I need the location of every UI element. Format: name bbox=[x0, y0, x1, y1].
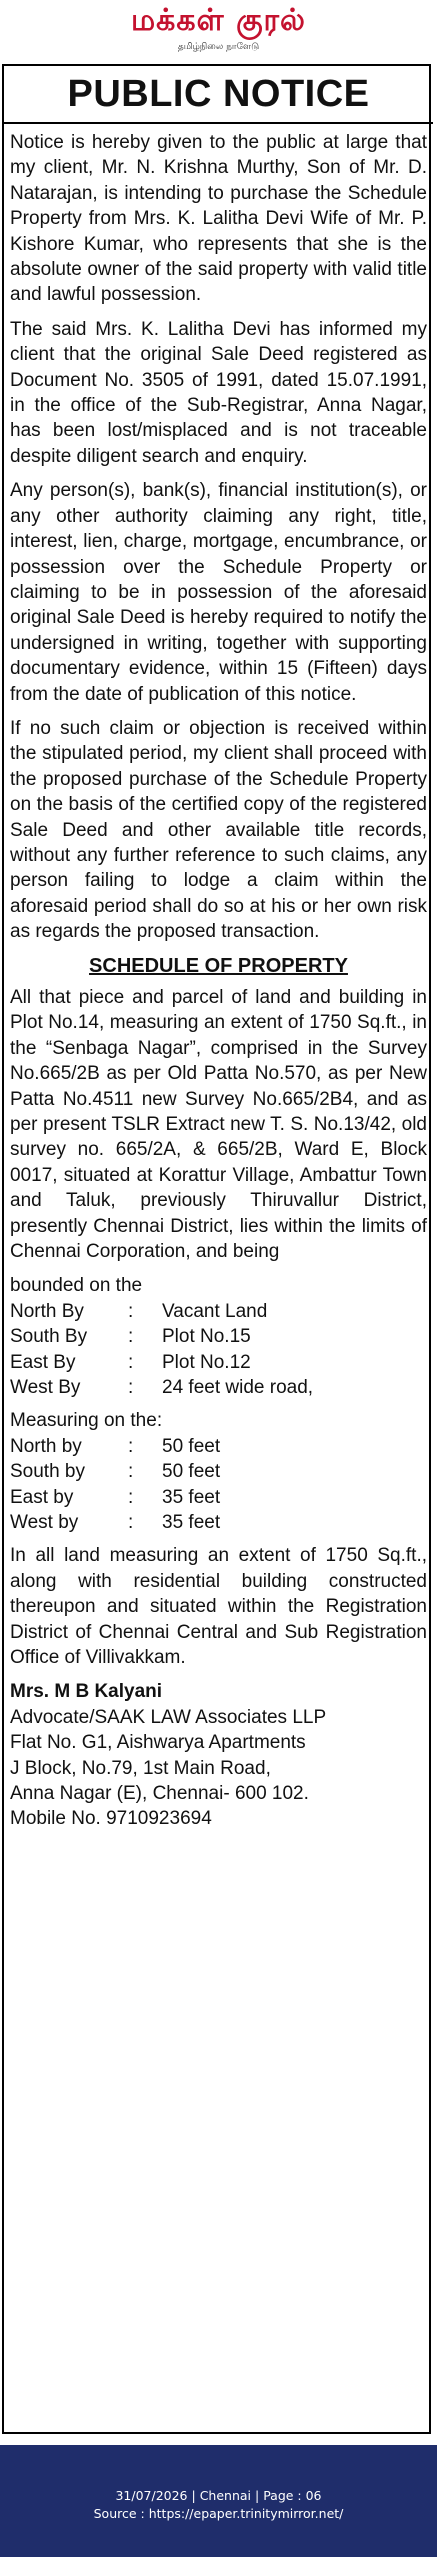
boundary-direction: North By bbox=[10, 1300, 84, 1322]
measurement-separator: : bbox=[128, 1461, 134, 1483]
boundary-row bbox=[10, 1375, 427, 1400]
boundary-value: Vacant Land bbox=[162, 1300, 268, 1322]
boundary-separator: : bbox=[128, 1377, 134, 1399]
signatory-line: J Block, No.79, 1st Main Road, bbox=[10, 1757, 271, 1779]
measurement-value: 50 feet bbox=[162, 1461, 221, 1483]
measurement-row bbox=[10, 1510, 427, 1535]
footer-city: Chennai bbox=[199, 2488, 252, 2503]
boundary-direction: East By bbox=[10, 1351, 76, 1373]
boundary-row bbox=[10, 1324, 427, 1349]
schedule-heading: SCHEDULE OF PROPERTY bbox=[89, 954, 348, 977]
boundary-row bbox=[10, 1350, 427, 1375]
signatory-phone: Mobile No. 9710923694 bbox=[10, 1808, 212, 1830]
measurement-value: 50 feet bbox=[162, 1435, 221, 1457]
measurement-value: 35 feet bbox=[162, 1486, 221, 1508]
notice-paragraph: Any person(s), bank(s), financial institution(s), or any other authority claiming any right, title, interest, lien, charge, mortgage, encumbrance, or possession over the Schedule Property or claiming to be in possession of the aforesaid original Sale Deed is hereby required to notify the undersigned in writing, together with supporting documentary evidence, within 15 (Fifteen) days from the date of publication of this notice. bbox=[10, 480, 427, 705]
notice-body bbox=[10, 130, 427, 1832]
closing-paragraph: In all land measuring an extent of 1750 Sq.ft., along with residential building constructed thereupon and situated within the Registration District of Chennai Central and Sub Registration Office of Villivakkam. bbox=[10, 1545, 427, 1669]
measurements-heading: Measuring on the: bbox=[10, 1410, 163, 1432]
boundary-separator: : bbox=[128, 1300, 134, 1322]
measurement-row bbox=[10, 1485, 427, 1510]
measurement-direction: East by bbox=[10, 1486, 74, 1508]
measurements-table bbox=[10, 1434, 427, 1536]
measurement-separator: : bbox=[128, 1512, 134, 1534]
notice-title: PUBLIC NOTICE bbox=[67, 73, 370, 115]
measurement-separator: : bbox=[128, 1435, 134, 1457]
title-divider bbox=[4, 122, 433, 124]
measurement-direction: South by bbox=[10, 1461, 85, 1483]
measurement-row bbox=[10, 1459, 427, 1484]
boundaries-table bbox=[10, 1299, 427, 1401]
masthead bbox=[0, 0, 437, 64]
boundary-value: Plot No.15 bbox=[162, 1326, 251, 1348]
boundaries-heading: bounded on the bbox=[10, 1275, 143, 1297]
footer-info bbox=[0, 2488, 437, 2503]
boundary-row bbox=[10, 1299, 427, 1324]
schedule-description: All that piece and parcel of land and building in Plot No.14, measuring an extent of 1750 Sq.ft., in the “Senbaga Nagar”, comprised in the Survey No.665/2B as per Old Patta No.570, as per New Patta No.4511 new Survey No.665/2B4, and as per present TSLR Extract new T. S. No.13/42, old survey no. 665/2A, & 665/2B, Ward E, Block 0017, situated at Korattur Village, Ambattur Town and Taluk, previously Thiruvallur District, presently Chennai District, lies within the limits of Chennai Corporation, and being bbox=[10, 987, 427, 1263]
notice-paragraph: The said Mrs. K. Lalitha Devi has informed my client that the original Sale Deed registered as Document No. 3505 of 1991, dated 15.07.1991, in the office of the Sub-Registrar, Anna Nagar, has been lost/misplaced and is not traceable despite diligent search and enquiry. bbox=[10, 318, 427, 467]
footer-date: 31/07/2026 bbox=[115, 2488, 188, 2503]
footer-page: Page : 06 bbox=[263, 2488, 322, 2503]
footer-source: Source : https://epaper.trinitymirror.net/ bbox=[93, 2506, 344, 2521]
masthead-logo: மக்கள் குரல் bbox=[131, 3, 306, 38]
measurement-separator: : bbox=[128, 1486, 134, 1508]
signatory-name: Mrs. M B Kalyani bbox=[10, 1681, 163, 1703]
boundary-value: 24 feet wide road, bbox=[162, 1377, 314, 1399]
footer-separator: | bbox=[187, 2488, 200, 2503]
boundary-direction: South By bbox=[10, 1326, 88, 1348]
boundary-direction: West By bbox=[10, 1377, 81, 1399]
signatory-line: Advocate/SAAK LAW Associates LLP bbox=[10, 1706, 327, 1728]
notice-paragraph: If no such claim or objection is received within the stipulated period, my client shall proceed with the proposed purchase of the Schedule Property on the basis of the certified copy of the registered Sale Deed and other available title records, without any further reference to such claims, any person failing to lodge a claim within the aforesaid period shall do so at his or her own risk as regards the proposed transaction. bbox=[10, 717, 427, 943]
notice-paragraph: Notice is hereby given to the public at large that my client, Mr. N. Krishna Murthy, Son of Mr. D. Natarajan, is intending to purchase the Schedule Property from Mrs. K. Lalitha Devi Wife of Mr. P. Kishore Kumar, who represents that she is the absolute owner of the said property with valid title and lawful possession. bbox=[10, 132, 427, 306]
boundary-value: Plot No.12 bbox=[162, 1351, 251, 1373]
masthead-tagline: தமிழ்நிலை நாளேடு bbox=[177, 42, 260, 52]
footer-separator: | bbox=[251, 2488, 264, 2503]
signatory-line: Flat No. G1, Aishwarya Apartments bbox=[10, 1732, 306, 1754]
boundary-separator: : bbox=[128, 1351, 134, 1373]
measurement-row bbox=[10, 1434, 427, 1459]
signatory-line: Anna Nagar (E), Chennai- 600 102. bbox=[10, 1783, 309, 1805]
measurement-direction: West by bbox=[10, 1512, 79, 1534]
measurement-value: 35 feet bbox=[162, 1512, 221, 1534]
measurement-direction: North by bbox=[10, 1435, 82, 1457]
boundary-separator: : bbox=[128, 1326, 134, 1348]
